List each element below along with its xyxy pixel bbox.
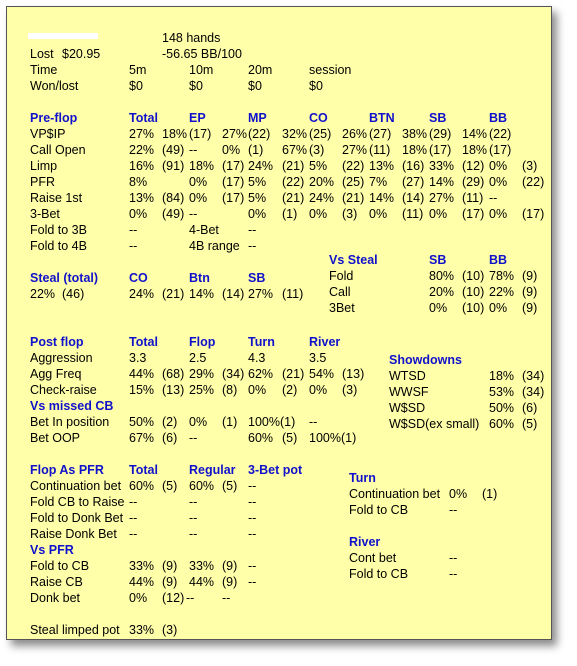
turn-label: Fold to CB [349,503,409,517]
bet-in-position-label: Bet In position [30,415,110,429]
preflop-header: SB [429,111,447,125]
preflop-cell: (11) [402,207,424,221]
preflop-cell: 27% [429,191,455,205]
flop-pfr-label: Fold CB to Raise [30,495,125,509]
vs-steal-sb: SB [429,253,447,267]
vs-pfr-cell: (9) [222,559,238,573]
preflop-cell: (22) [489,127,512,141]
preflop-cell: (3) [309,143,325,157]
preflop-cell: 13% [129,191,155,205]
preflop-cell: 0% [489,207,508,221]
wonlost-10m: $0 [189,79,203,93]
preflop-cell: 67% [282,143,308,157]
postflop-river-header: River [309,335,341,349]
steal-total-header: Steal (total) [30,271,99,285]
wonlost-label: Won/lost [30,79,79,93]
preflop-cell: (17) [222,191,245,205]
hands-count: 148 hands [162,31,221,45]
preflop-row-label: Limp [30,159,58,173]
four-bet-value: -- [248,223,257,237]
turn-value: -- [449,503,458,517]
preflop-cell: 18% [162,127,188,141]
vs-pfr-cell: (12) [162,591,185,605]
agg-freq-cell: (21) [282,367,305,381]
bet-oop-cell: 60% [248,431,274,445]
aggression-cell: 4.3 [248,351,266,365]
flop-pfr-label: Continuation bet [30,479,122,493]
postflop-turn-header: Turn [248,335,275,349]
preflop-cell: 0% [222,143,241,157]
preflop-cell: (16) [402,159,425,173]
steal-limped-value: 33% [129,623,155,637]
preflop-cell: (22) [342,159,365,173]
showdowns-title: Showdowns [389,353,462,367]
flop-pfr-cell: -- [189,511,198,525]
preflop-cell: 5% [309,159,328,173]
vs-steal-label: Call [329,285,351,299]
vs-steal-cell: (10) [462,285,485,299]
preflop-cell: 0% [369,207,388,221]
vs-pfr-cell: 44% [189,575,215,589]
preflop-cell: -- [189,207,198,221]
flop-pfr-cell: -- [129,495,138,509]
vs-pfr-cell: 0% [129,591,148,605]
bet-in-position-cell: 0% [189,415,208,429]
preflop-header: CO [309,111,328,125]
preflop-cell: 0% [489,159,508,173]
preflop-cell: (49) [162,207,185,221]
preflop-cell: (1) [282,207,298,221]
vs-pfr-cell: -- [222,591,231,605]
preflop-cell: (91) [162,159,185,173]
preflop-cell: (17) [462,207,485,221]
flop-pfr-cell: -- [189,527,198,541]
bet-oop-cell: (6) [162,431,178,445]
check-raise-cell: (13) [162,383,185,397]
vs-steal-cell: 78% [489,269,515,283]
wonlost-5m: $0 [129,79,143,93]
steal-value: (46) [62,287,85,301]
bb-per-100: -56.65 BB/100 [162,47,242,61]
postflop-header: Post flop [30,335,84,349]
preflop-cell: 7% [369,175,388,189]
vs-steal-cell: (9) [522,301,538,315]
vs-pfr-label: Donk bet [30,591,81,605]
preflop-cell: 20% [309,175,335,189]
wonlost-session: $0 [309,79,323,93]
preflop-cell: 27% [222,127,248,141]
turn-count: (1) [482,487,498,501]
preflop-cell: (84) [162,191,185,205]
river-value: -- [449,567,458,581]
preflop-cell: 38% [402,127,428,141]
agg-freq-cell: 44% [129,367,155,381]
steal-value: 27% [248,287,274,301]
preflop-cell: 16% [129,159,155,173]
showdown-value: 60% [489,417,515,431]
agg-freq-cell: 62% [248,367,274,381]
preflop-cell: (17) [429,143,452,157]
preflop-cell: 24% [248,159,274,173]
preflop-cell: (17) [222,175,245,189]
showdown-label: W$SD(ex small) [389,417,480,431]
vs-steal-cell: 20% [429,285,455,299]
bet-in-position-cell: (2) [162,415,178,429]
preflop-cell: (22) [282,175,305,189]
vs-steal-cell: 22% [489,285,515,299]
preflop-cell: (17) [522,207,545,221]
vs-steal-cell: 0% [429,301,448,315]
check-raise-cell: 25% [189,383,215,397]
bet-oop-label: Bet OOP [30,431,81,445]
four-bet-range-value: -- [248,239,257,253]
steal-value: (11) [282,287,304,301]
player-name-field [28,33,98,39]
preflop-cell: 33% [429,159,455,173]
bet-oop-cell: -- [189,431,198,445]
preflop-row-label: VP$IP [30,127,66,141]
preflop-cell: 26% [342,127,368,141]
steal-value: (21) [162,287,185,301]
preflop-cell: (3) [522,159,538,173]
showdown-value: 18% [489,369,515,383]
vs-pfr-label: Raise CB [30,575,83,589]
flop-pfr-cell: 60% [129,479,155,493]
preflop-cell: 32% [282,127,308,141]
fold-3b-label: Fold to 3B [30,223,87,237]
flop-pfr-cell: -- [248,479,257,493]
vs-steal-label: 3Bet [329,301,355,315]
preflop-header: BB [489,111,508,125]
flop-pfr-cell: (5) [162,479,178,493]
preflop-header: BTN [369,111,395,125]
river-label: Fold to CB [349,567,409,581]
fold-3b-value: -- [129,223,138,237]
preflop-cell: (21) [282,191,305,205]
vs-pfr-title: Vs PFR [30,543,74,557]
steal-value: (14) [222,287,245,301]
vs-steal-cell: (10) [462,301,485,315]
preflop-cell: (27) [402,175,425,189]
preflop-cell: (29) [429,127,452,141]
steal-value: 22% [30,287,56,301]
vs-pfr-cell: 44% [129,575,155,589]
preflop-cell: 18% [402,143,428,157]
turn-title: Turn [349,471,376,485]
vs-pfr-cell: (9) [222,575,238,589]
check-raise-cell: (2) [282,383,298,397]
vs-steal-label: Fold [329,269,354,283]
time-session: session [309,63,352,77]
check-raise-cell: (3) [342,383,358,397]
showdown-count: (6) [522,401,538,415]
fold-4b-value: -- [129,239,138,253]
preflop-cell: (21) [342,191,365,205]
preflop-cell: (29) [462,175,485,189]
steal-sb-header: SB [248,271,266,285]
preflop-cell: 0% [189,191,208,205]
vs-steal-title: Vs Steal [329,253,378,267]
aggression-label: Aggression [30,351,93,365]
showdown-label: WTSD [389,369,426,383]
showdown-value: 50% [489,401,515,415]
showdown-count: (34) [522,385,545,399]
flop-pfr-cell: -- [248,511,257,525]
vs-steal-cell: (9) [522,285,538,299]
bet-in-position-cell: 50% [129,415,155,429]
agg-freq-cell: 54% [309,367,335,381]
vs-pfr-cell: (9) [162,559,178,573]
steal-value: 24% [129,287,155,301]
postflop-total-header: Total [129,335,158,349]
preflop-cell: (17) [489,143,512,157]
flop-pfr-cell: -- [248,495,257,509]
flop-pfr-cell: -- [189,495,198,509]
aggression-cell: 3.5 [309,351,327,365]
stats-panel [6,6,552,640]
preflop-cell: 27% [129,127,155,141]
preflop-cell: -- [189,143,198,157]
preflop-header: Pre-flop [30,111,78,125]
postflop-flop-header: Flop [189,335,216,349]
preflop-cell: 0% [248,207,267,221]
vs-pfr-cell: -- [248,559,257,573]
agg-freq-cell: (34) [222,367,245,381]
check-raise-cell: 15% [129,383,155,397]
vs-steal-bb: BB [489,253,508,267]
river-label: Cont bet [349,551,397,565]
preflop-header: MP [248,111,267,125]
preflop-cell: 14% [429,175,455,189]
preflop-cell: (14) [402,191,425,205]
flop-pfr-cell: -- [129,527,138,541]
preflop-cell: 0% [189,175,208,189]
vs-pfr-cell: 33% [189,559,215,573]
flop-pfr-label: Fold to Donk Bet [30,511,124,525]
preflop-row-label: 3-Bet [30,207,60,221]
preflop-cell: (27) [369,127,392,141]
four-bet-label: 4-Bet [189,223,219,237]
agg-freq-cell: (68) [162,367,185,381]
showdown-value: 53% [489,385,515,399]
vs-pfr-cell: -- [186,591,195,605]
preflop-cell: 13% [369,159,395,173]
fold-4b-label: Fold to 4B [30,239,87,253]
bet-in-position-cell: -- [309,415,318,429]
check-raise-cell: 0% [309,383,328,397]
preflop-cell: (25) [342,175,365,189]
time-5m: 5m [129,63,147,77]
preflop-cell: (11) [369,143,391,157]
turn-label: Continuation bet [349,487,441,501]
preflop-cell: 0% [129,207,148,221]
flop-pfr-cell: -- [248,527,257,541]
preflop-cell: 27% [342,143,368,157]
preflop-cell: 18% [189,159,215,173]
flop-pfr-label: Raise Donk Bet [30,527,117,541]
preflop-cell: (22) [248,127,271,141]
preflop-cell: (12) [462,159,485,173]
flop-pfr-cell: -- [129,511,138,525]
vs-pfr-label: Fold to CB [30,559,90,573]
bet-oop-cell: (5) [282,431,298,445]
agg-freq-cell: (13) [342,367,365,381]
preflop-cell: 18% [462,143,488,157]
preflop-row-label: Raise 1st [30,191,83,205]
flop-pfr-3bet: 3-Bet pot [248,463,303,477]
preflop-cell: 14% [369,191,395,205]
vs-steal-cell: (9) [522,269,538,283]
steal-co-header: CO [129,271,148,285]
bet-oop-cell: 67% [129,431,155,445]
bet-in-position-cell: 100%(1) [248,415,296,429]
time-label: Time [30,63,58,77]
bet-in-position-cell: (1) [222,415,238,429]
preflop-cell: 0% [429,207,448,221]
showdown-label: W$SD [389,401,426,415]
check-raise-label: Check-raise [30,383,97,397]
vs-steal-cell: 0% [489,301,508,315]
preflop-cell: (25) [309,127,332,141]
aggression-cell: 3.3 [129,351,147,365]
preflop-cell: (22) [522,175,545,189]
agg-freq-cell: 29% [189,367,215,381]
preflop-cell: 0% [309,207,328,221]
river-value: -- [449,551,458,565]
preflop-cell: -- [489,191,498,205]
river-title: River [349,535,381,549]
vs-missed-cb-title: Vs missed CB [30,399,114,413]
preflop-cell: 22% [129,143,155,157]
preflop-cell: (21) [282,159,305,173]
vs-pfr-cell: (9) [162,575,178,589]
preflop-cell: 0% [489,175,508,189]
preflop-header: EP [189,111,206,125]
check-raise-cell: 0% [248,383,267,397]
flop-pfr-cell: (5) [222,479,238,493]
preflop-cell: (17) [222,159,245,173]
flop-pfr-total: Total [129,463,158,477]
vs-steal-cell: 80% [429,269,455,283]
vs-steal-cell: (10) [462,269,485,283]
steal-value: 14% [189,287,215,301]
showdown-label: WWSF [389,385,429,399]
showdown-count: (34) [522,369,545,383]
preflop-cell: (49) [162,143,185,157]
preflop-cell: 24% [309,191,335,205]
preflop-cell: 5% [248,175,267,189]
aggression-cell: 2.5 [189,351,207,365]
preflop-row-label: Call Open [30,143,86,157]
steal-limped-label: Steal limped pot [30,623,120,637]
time-10m: 10m [189,63,214,77]
preflop-cell: (17) [189,127,212,141]
check-raise-cell: (8) [222,383,238,397]
flop-pfr-header: Flop As PFR [30,463,104,477]
bet-oop-cell: 100%(1) [309,431,357,445]
vs-pfr-cell: 33% [129,559,155,573]
steal-limped-count: (3) [162,623,178,637]
steal-btn-header: Btn [189,271,210,285]
preflop-header: Total [129,111,158,125]
flop-pfr-regular: Regular [189,463,236,477]
time-20m: 20m [248,63,273,77]
preflop-row-label: PFR [30,175,55,189]
wonlost-20m: $0 [248,79,262,93]
preflop-cell: 8% [129,175,148,189]
preflop-cell: 5% [248,191,267,205]
turn-value: 0% [449,487,468,501]
four-bet-range-label: 4B range [189,239,240,253]
flop-pfr-cell: 60% [189,479,215,493]
preflop-cell: (11) [462,191,484,205]
showdown-count: (5) [522,417,538,431]
lost-label: Lost [30,47,54,61]
lost-amount: $20.95 [62,47,101,61]
agg-freq-label: Agg Freq [30,367,82,381]
preflop-cell: (1) [248,143,264,157]
preflop-cell: 14% [462,127,488,141]
vs-pfr-cell: -- [248,575,257,589]
preflop-cell: (3) [342,207,358,221]
